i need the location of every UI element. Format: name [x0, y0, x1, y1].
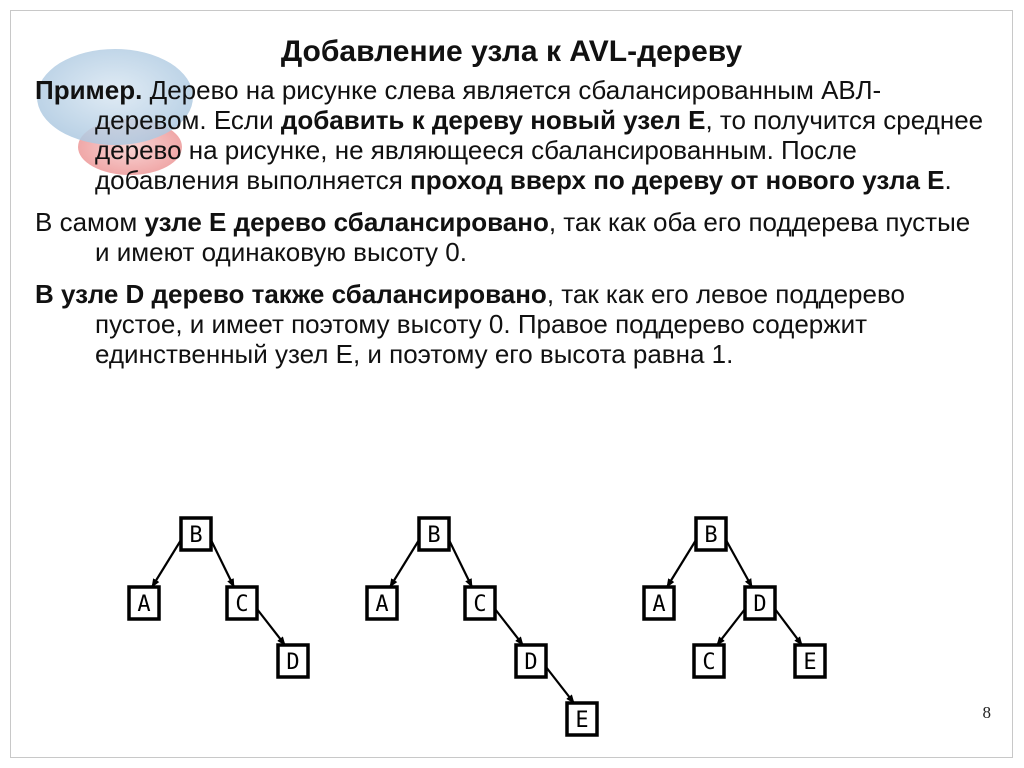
- tree-node-a: [644, 587, 674, 619]
- bold-text: В узле D дерево также сбалансировано: [35, 279, 547, 309]
- bold-text: узле E дерево сбалансировано: [144, 207, 549, 237]
- text-run: , то получится среднее дерево на рисунке, не являющееся сбалансированным. После добавления выполняется: [95, 105, 984, 195]
- node-label: B: [704, 523, 718, 548]
- slide-frame: [10, 10, 1013, 758]
- text-run: Дерево на рисунке слева является сбалансированным АВЛ-деревом. Если: [95, 75, 882, 135]
- tree-1: [129, 518, 308, 677]
- edge-c-d: [257, 609, 285, 645]
- tree-node-e: [795, 645, 825, 677]
- tree-node-d: [745, 587, 775, 619]
- bold-text: проход вверх по дереву от нового узла E: [410, 165, 945, 195]
- tree-node-c: [227, 587, 257, 619]
- node-label: B: [427, 523, 441, 548]
- edge-b-a: [667, 540, 696, 587]
- tree-node-d: [278, 645, 308, 677]
- text-run: , так как его левое поддерево пустое, и имеет поэтому высоту 0. Правое поддерево содержит единственный узел E, и поэтому его высота равна 1.: [95, 279, 905, 369]
- slide-title: Добавление узла к AVL-дереву: [280, 35, 743, 68]
- edge-d-c: [717, 609, 745, 645]
- tree-node-a: [367, 587, 397, 619]
- node-label: D: [286, 650, 300, 675]
- edge-b-d: [726, 540, 752, 587]
- edge-b-c: [449, 540, 472, 587]
- node-label: E: [803, 650, 817, 675]
- bold-text: Пример.: [35, 75, 143, 105]
- tree-node-a: [129, 587, 159, 619]
- tree-node-b: [419, 518, 449, 550]
- text-run: В самом: [35, 207, 145, 237]
- tree-node-b: [696, 518, 726, 550]
- node-label: A: [137, 592, 151, 617]
- tree-node-d: [516, 645, 546, 677]
- node-label: D: [524, 650, 538, 675]
- tree-node-c: [465, 587, 495, 619]
- node-label: D: [753, 592, 767, 617]
- node-label: A: [652, 592, 666, 617]
- tree-2: [367, 518, 597, 735]
- edge-d-e: [546, 667, 574, 703]
- tree-node-b: [181, 518, 211, 550]
- node-label: C: [235, 592, 249, 617]
- edge-b-c: [211, 540, 234, 587]
- edge-c-d: [495, 609, 523, 645]
- node-label: A: [375, 592, 389, 617]
- edge-d-e: [775, 609, 802, 645]
- node-label: B: [189, 523, 203, 548]
- tree-diagrams: [11, 11, 1012, 757]
- page-number: 8: [982, 703, 991, 722]
- text-run: .: [944, 165, 952, 195]
- tree-node-c: [694, 645, 724, 677]
- node-label: E: [575, 708, 589, 733]
- edge-b-a: [152, 540, 181, 587]
- tree-node-e: [567, 703, 597, 735]
- node-label: C: [702, 650, 716, 675]
- bold-text: добавить к дереву новый узел E: [280, 105, 706, 135]
- edge-b-a: [390, 540, 419, 587]
- text-run: , так как оба его поддерева пустые и имеют одинаковую высоту 0.: [95, 207, 971, 267]
- tree-3: [644, 518, 825, 677]
- node-label: C: [473, 592, 487, 617]
